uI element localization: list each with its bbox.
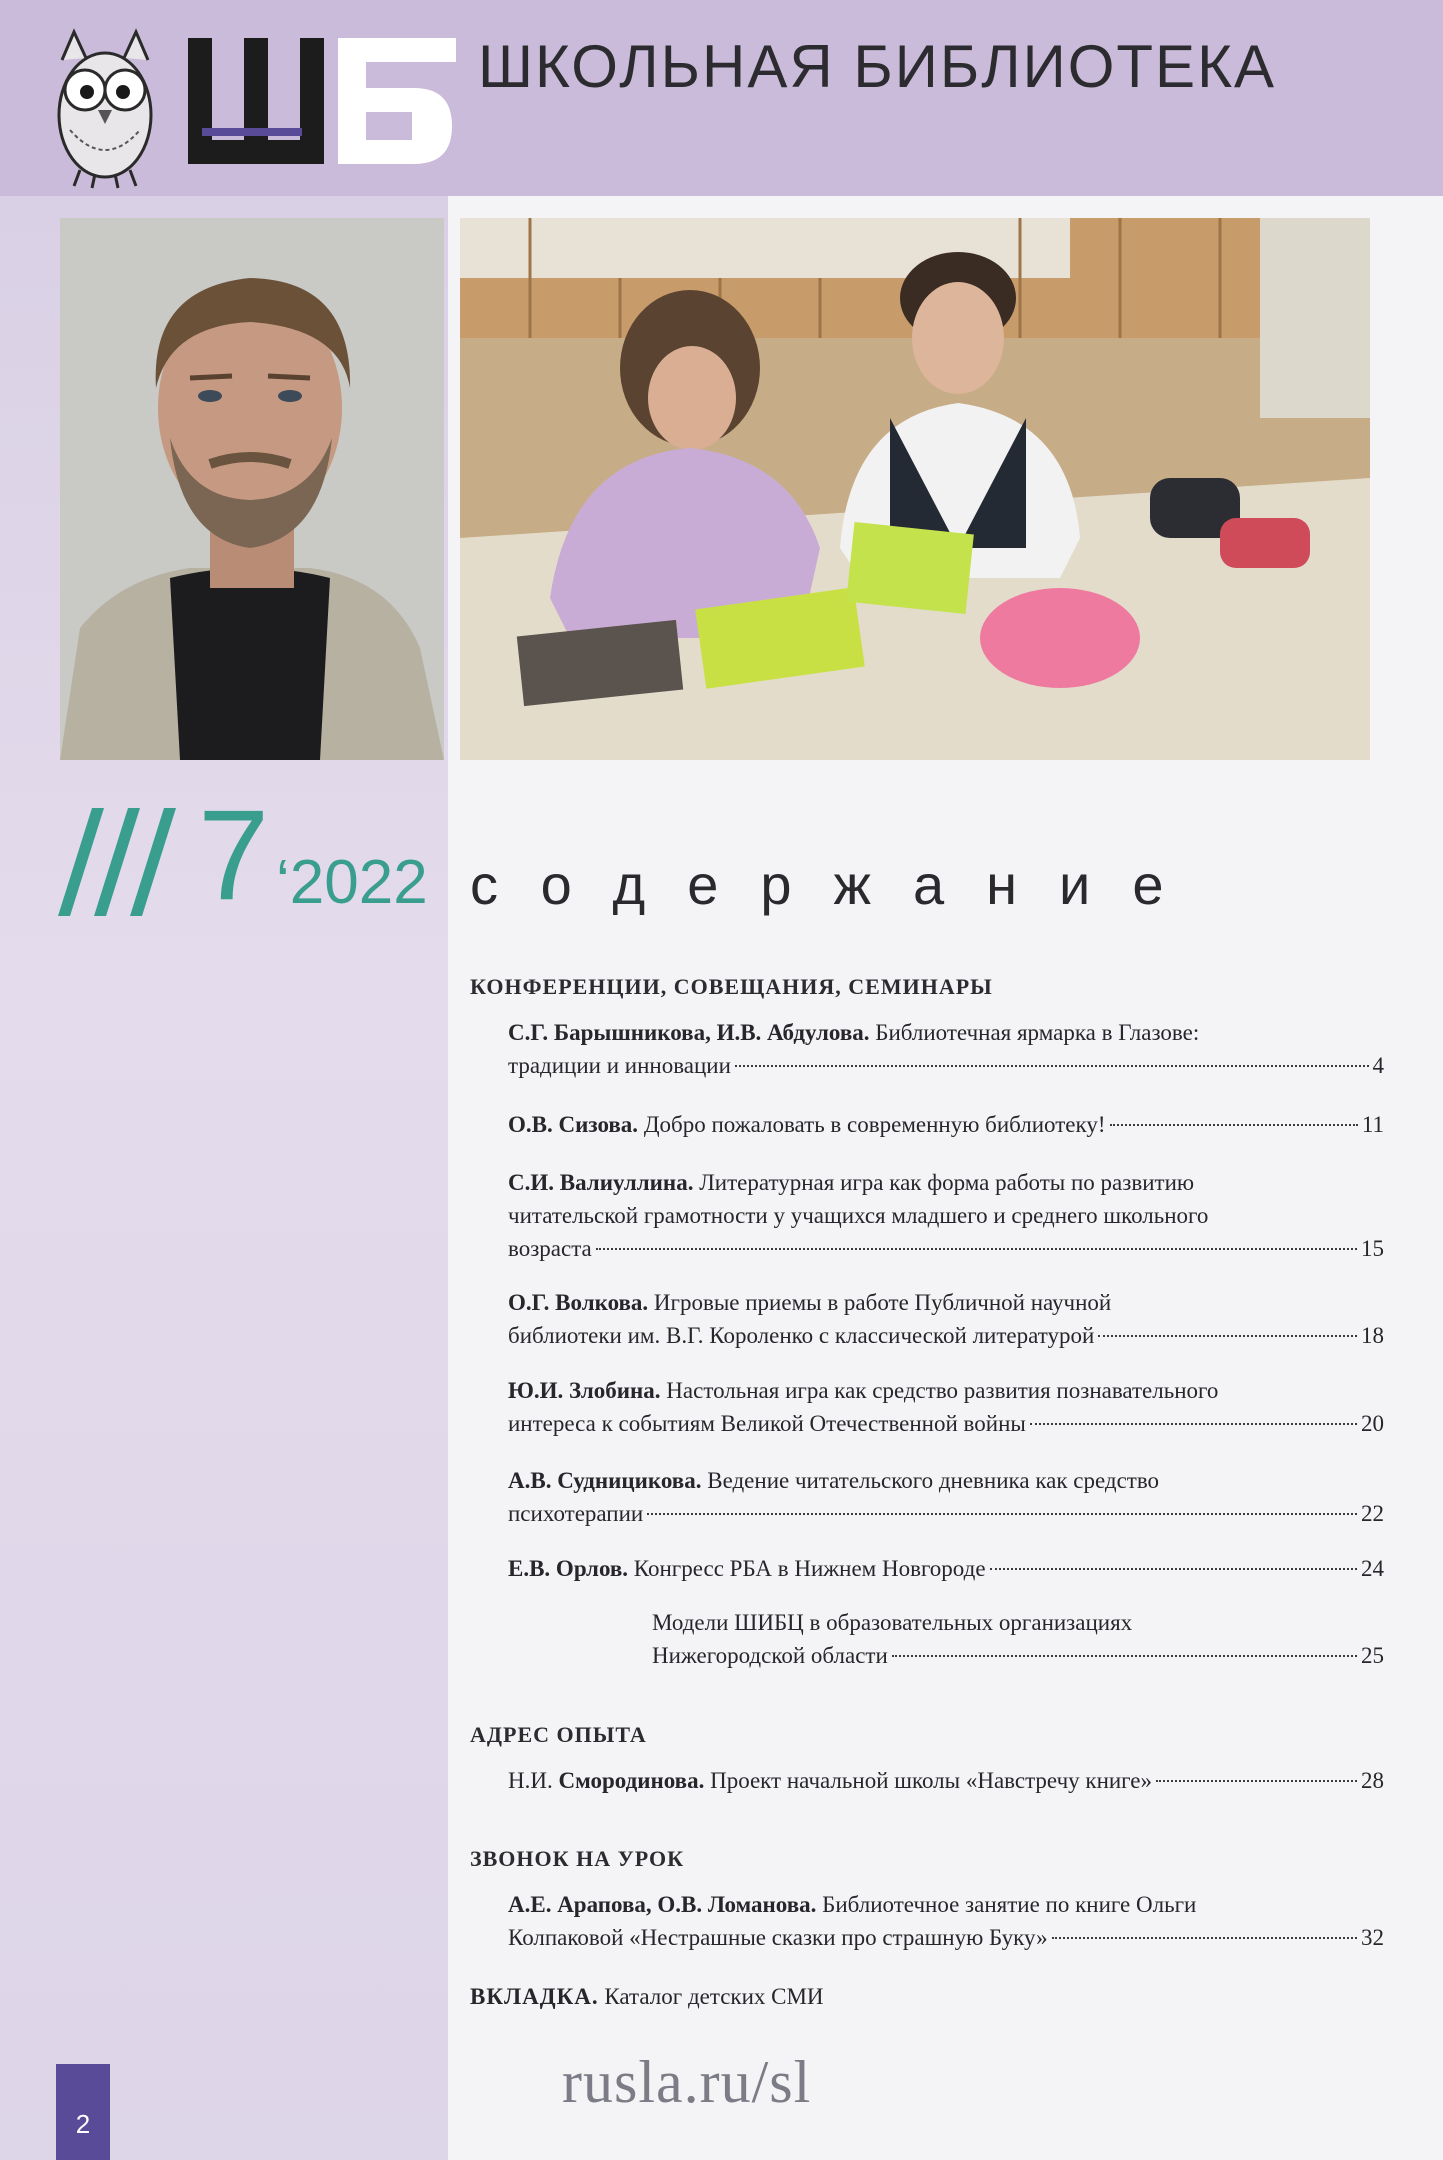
entry-title-line: Добро пожаловать в современную библиотеку! xyxy=(643,1112,1106,1137)
section-heading: КОНФЕРЕНЦИИ, СОВЕЩАНИЯ, СЕМИНАРЫ xyxy=(470,974,993,999)
entry-title-line: Литературная игра как форма работы по развитию xyxy=(699,1170,1195,1195)
toc-entry[interactable] xyxy=(508,1374,1384,1440)
leader-dots xyxy=(647,1513,1357,1515)
triple-slash-icon xyxy=(58,808,190,916)
contents-title: содержание xyxy=(470,853,1206,916)
entry-page: 4 xyxy=(1372,1053,1384,1078)
toc-entry[interactable] xyxy=(508,1888,1384,1954)
entry-authors-initials: Н.И. xyxy=(508,1768,553,1793)
section-heading: АДРЕС ОПЫТА xyxy=(470,1722,647,1747)
entry-authors: О.В. Сизова. xyxy=(508,1112,639,1137)
leader-dots xyxy=(1110,1124,1358,1126)
insert-label: ВКЛАДКА. xyxy=(470,1984,599,2009)
issue-number: 7 xyxy=(198,784,270,927)
leader-dots xyxy=(1030,1423,1357,1425)
author-portrait-photo xyxy=(60,218,444,760)
leader-dots xyxy=(596,1248,1357,1250)
entry-authors: Е.В. Орлов. xyxy=(508,1556,629,1581)
entry-authors: А.Е. Арапова, О.В. Ломанова. xyxy=(508,1892,817,1917)
entry-title-line: Игровые приемы в работе Публичной научной xyxy=(653,1290,1112,1315)
entry-title-line: Нижегородской области xyxy=(652,1643,888,1668)
entry-title-line: Конгресс РБА в Нижнем Новгороде xyxy=(633,1556,986,1581)
entry-authors: Ю.И. Злобина. xyxy=(508,1378,661,1403)
toc-entry[interactable] xyxy=(508,1552,1384,1585)
section-heading: ЗВОНОК НА УРОК xyxy=(470,1846,685,1871)
toc-entry[interactable] xyxy=(508,1016,1384,1082)
entry-authors: С.И. Валиуллина. xyxy=(508,1170,694,1195)
leader-dots xyxy=(1052,1937,1357,1939)
entry-title-line: Ведение читательского дневника как средство xyxy=(707,1468,1160,1493)
toc-entry[interactable] xyxy=(508,1764,1384,1797)
toc-entry[interactable] xyxy=(508,1108,1384,1141)
page-number-badge: 2 xyxy=(56,2064,110,2160)
entry-title-line: традиции и инновации xyxy=(508,1053,731,1078)
entry-title-line: Колпаковой «Нестрашные сказки про страшную Буку» xyxy=(508,1925,1048,1950)
entry-page: 22 xyxy=(1361,1501,1384,1526)
site-url[interactable]: rusla.ru/sl xyxy=(562,2049,812,2115)
entry-page: 25 xyxy=(1361,1643,1384,1668)
entry-title-line: Модели ШИБЦ в образовательных организациях xyxy=(652,1610,1133,1635)
masthead-title: ШКОЛЬНАЯ БИБЛИОТЕКА xyxy=(478,33,1277,100)
entry-page: 20 xyxy=(1361,1411,1384,1436)
entry-title-line: возраста xyxy=(508,1236,592,1261)
issue-year: ‘2022 xyxy=(276,848,428,917)
owl-mascot-icon xyxy=(40,20,170,190)
entry-title-line: Настольная игра как средство развития познавательного xyxy=(666,1378,1219,1403)
leader-dots xyxy=(735,1065,1369,1067)
toc-entry[interactable] xyxy=(508,1464,1384,1530)
entry-page: 11 xyxy=(1361,1112,1384,1137)
leader-dots xyxy=(1156,1780,1357,1782)
entry-title-line: библиотеки им. В.Г. Короленко с классической литературой xyxy=(508,1323,1095,1348)
entry-authors: О.Г. Волкова. xyxy=(508,1290,649,1315)
issue-label xyxy=(58,784,458,927)
entry-title-line: Библиотечная ярмарка в Глазове: xyxy=(875,1020,1200,1045)
toc-sub-entry[interactable] xyxy=(652,1606,1384,1672)
entry-title-line: интереса к событиям Великой Отечественной войны xyxy=(508,1411,1026,1436)
entry-authors: Смородинова. xyxy=(558,1768,705,1793)
children-craft-photo xyxy=(460,218,1370,760)
entry-title-line: Библиотечное занятие по книге Ольги xyxy=(822,1892,1197,1917)
entry-authors: С.Г. Барышникова, И.В. Абдулова. xyxy=(508,1020,870,1045)
entry-page: 15 xyxy=(1361,1236,1384,1261)
entry-page: 18 xyxy=(1361,1323,1384,1348)
entry-title-line: читательской грамотности у учащихся младшего и среднего школьного xyxy=(508,1203,1209,1228)
leader-dots xyxy=(892,1655,1357,1657)
entry-page: 28 xyxy=(1361,1768,1384,1793)
leader-dots xyxy=(990,1568,1357,1570)
sb-logo xyxy=(188,28,468,174)
insert-text: Каталог детских СМИ xyxy=(604,1984,824,2009)
leader-dots xyxy=(1098,1335,1357,1337)
entry-title-line: Проект начальной школы «Навстречу книге» xyxy=(710,1768,1153,1793)
entry-authors: А.В. Судницикова. xyxy=(508,1468,702,1493)
toc-entry[interactable] xyxy=(508,1286,1384,1352)
entry-title-line: психотерапии xyxy=(508,1501,644,1526)
insert-note xyxy=(470,1980,1384,2013)
entry-page: 24 xyxy=(1361,1556,1384,1581)
toc-entry[interactable] xyxy=(508,1166,1384,1265)
entry-page: 32 xyxy=(1361,1925,1384,1950)
